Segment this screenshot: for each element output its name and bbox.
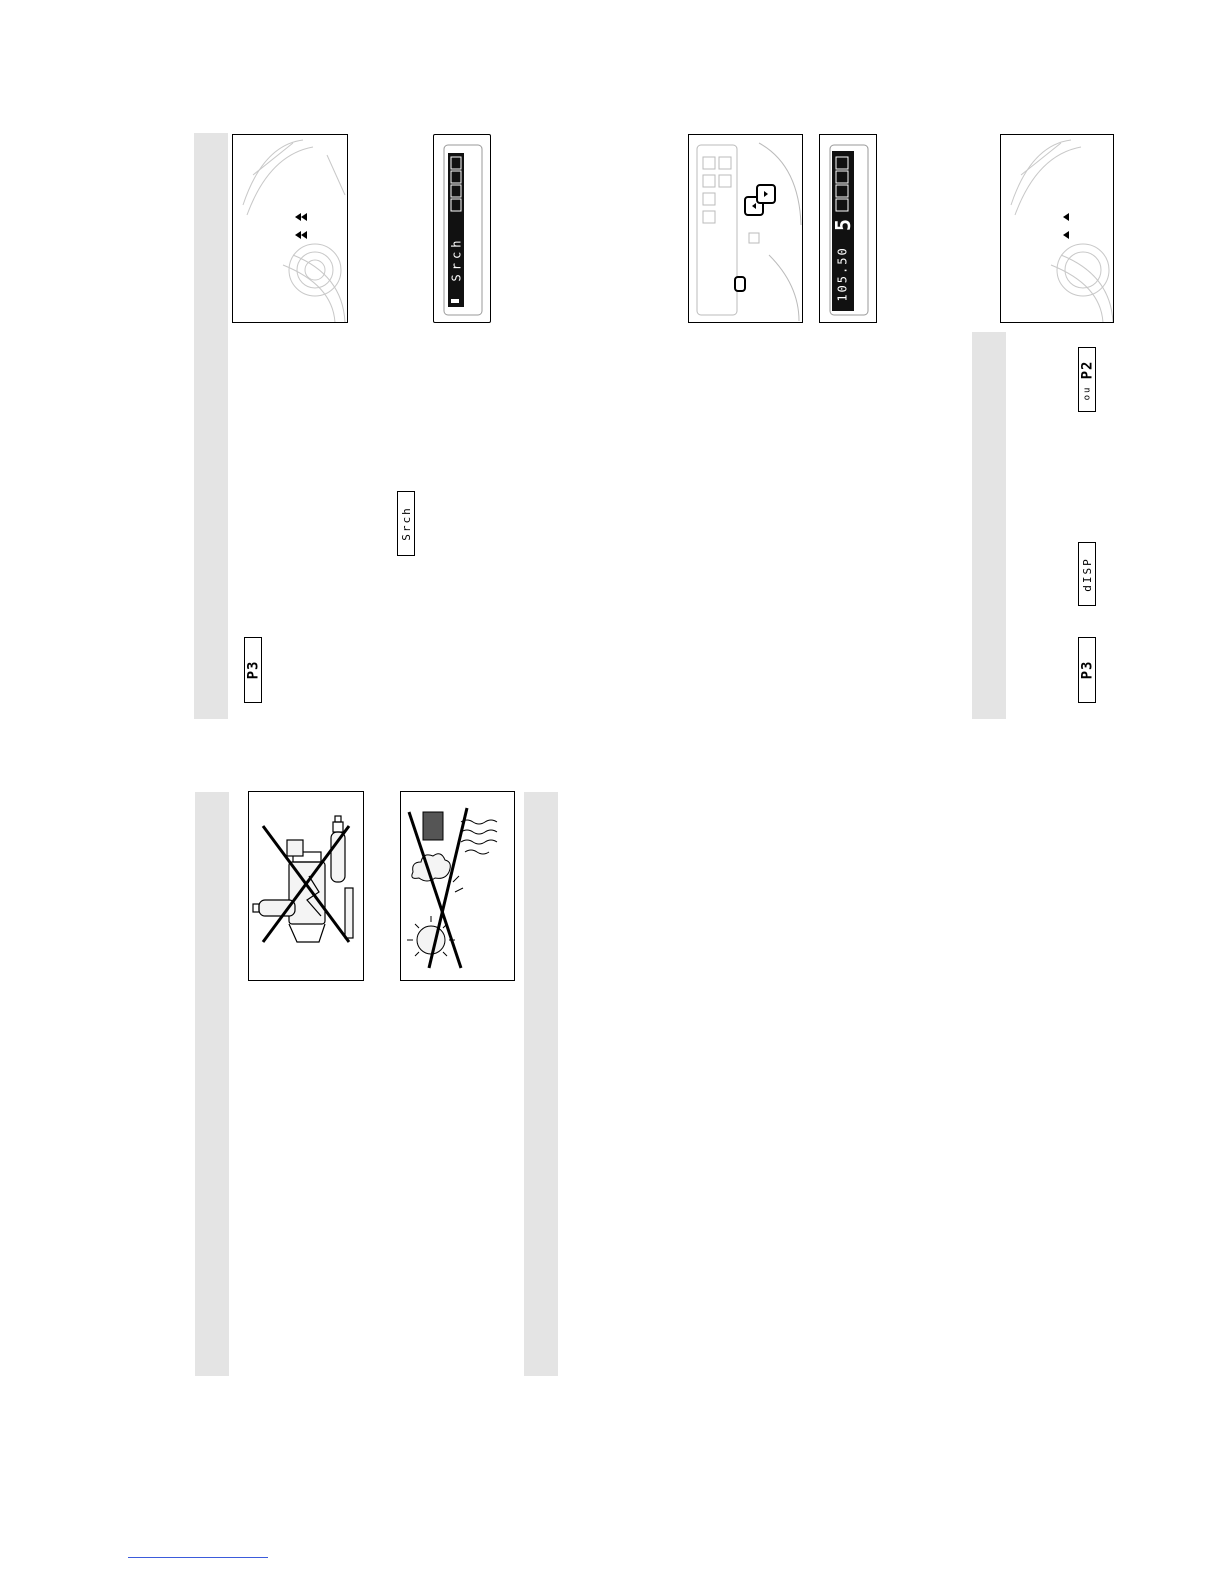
left-panel-strip-top	[194, 133, 228, 719]
lcd-frequency-text: 105.50	[836, 246, 851, 302]
tuning-buttons-illustration-2	[1000, 134, 1114, 323]
middle-panel-strip-bottom	[524, 792, 558, 1376]
display-tag-preset-right	[1078, 637, 1096, 703]
display-tag-preset-left-text: P3	[245, 660, 262, 680]
left-panel-strip-bottom	[195, 792, 229, 1376]
footer-rule	[128, 1557, 268, 1558]
preset-buttons-illustration	[688, 134, 803, 323]
lcd-display-frequency	[819, 134, 877, 323]
lcd-preset-digit: 5	[830, 218, 855, 232]
display-tag-disp	[1078, 542, 1096, 606]
no-chemical-cleaners-icon	[248, 791, 364, 981]
display-tag-preset-out-sub: ou	[1082, 385, 1092, 400]
display-tag-search	[397, 491, 415, 556]
display-tag-preset-out-text: P2	[1079, 360, 1096, 379]
lcd-search-text: Srch	[449, 236, 463, 282]
display-tag-preset-left	[244, 637, 262, 703]
display-tag-disp-text: dISP	[1080, 556, 1094, 592]
tuning-buttons-illustration	[232, 134, 348, 323]
lcd-display-search	[433, 134, 491, 323]
no-heat-dust-moisture-icon	[400, 791, 515, 981]
right-panel-strip-top	[972, 332, 1006, 719]
display-tag-preset-out	[1078, 347, 1096, 412]
display-tag-preset-right-text: P3	[1079, 660, 1096, 680]
display-tag-search-text: Srch	[399, 506, 413, 541]
